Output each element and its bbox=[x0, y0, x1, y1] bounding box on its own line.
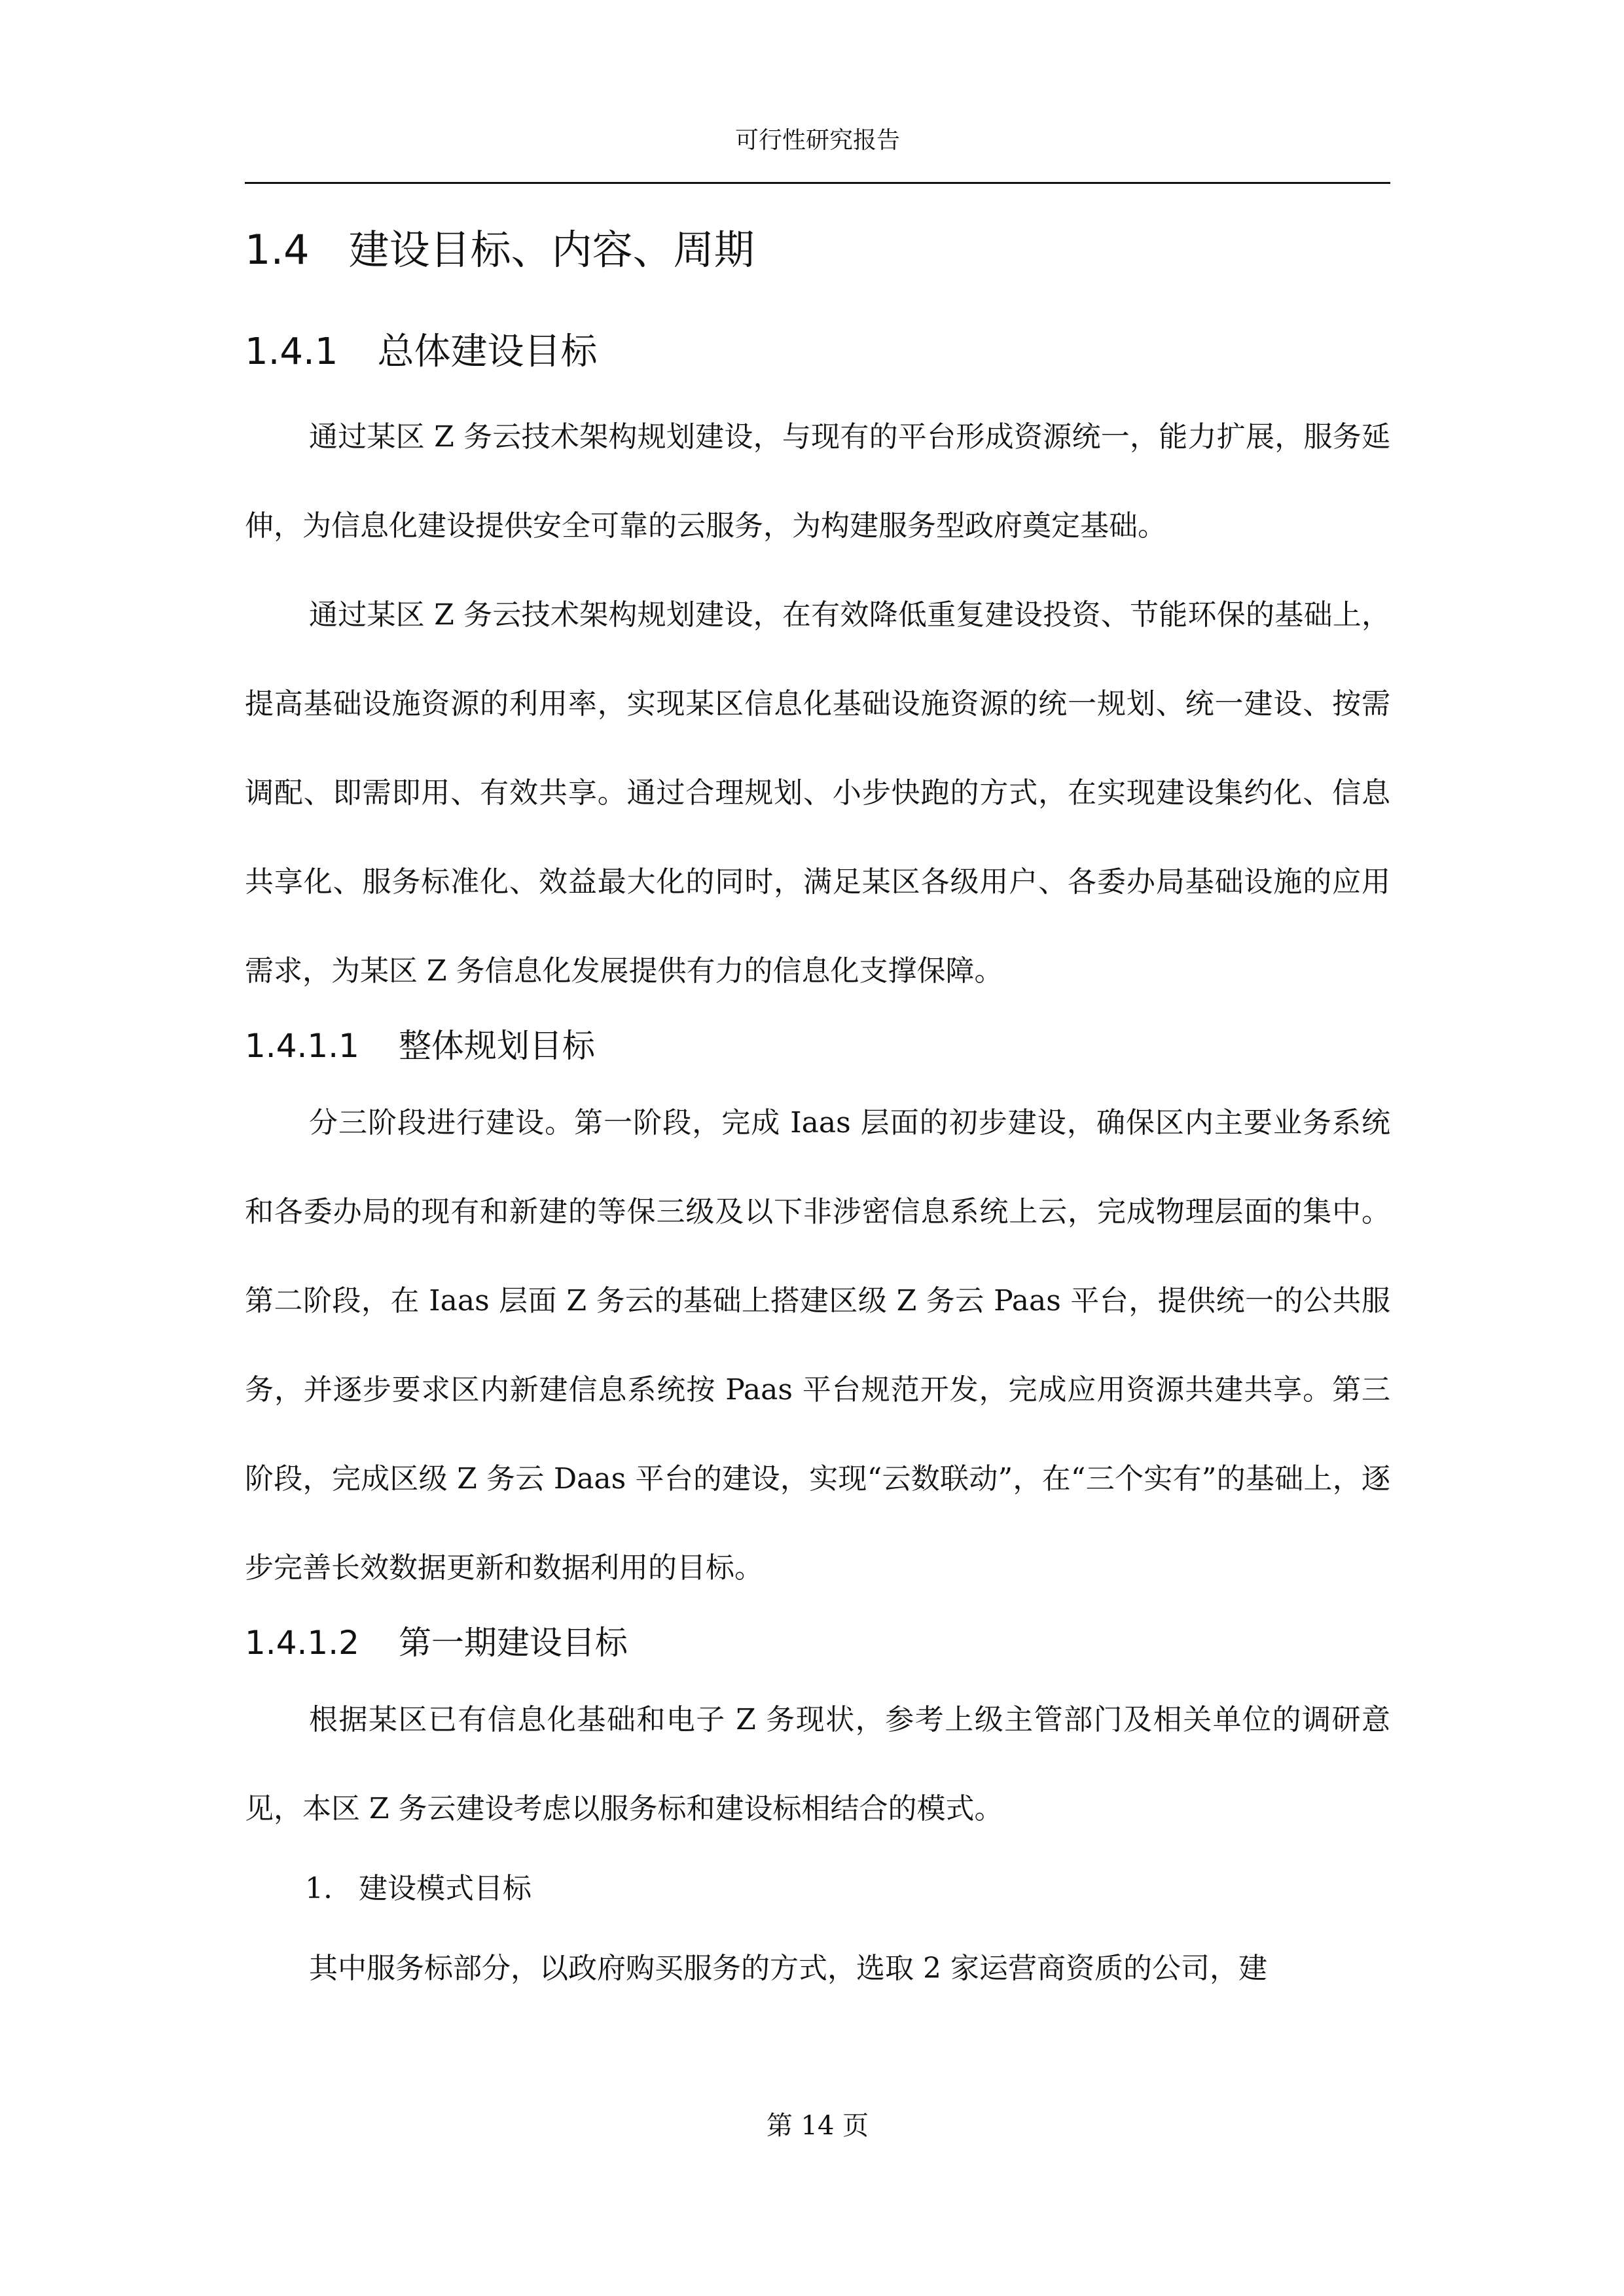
subsubsection-title: 整体规划目标 bbox=[398, 1027, 595, 1065]
subsubsection-number: 1.4.1.2 bbox=[245, 1624, 359, 1662]
header-divider bbox=[245, 182, 1390, 184]
body-paragraph: 分三阶段进行建设。第一阶段，完成 Iaas 层面的初步建设，确保区内主要业务系统和各委办局的现有和新建的等保三级及以下非涉密信息系统上云，完成物理层面的集中。第二阶段，在 Iaas 层面 Z 务云的基础上搭建区级 Z 务云 Paas 平台，提供统一的公共服务，并逐步要求区内新建信息系统按 Paas 平台规范开发，完成应用资源共建共享。第三阶段，完成区级 Z 务云 Daas 平台的建设，实现“云数联动”，在“三个实有”的基础上，逐步完善长效数据更新和数据利用的目标。 bbox=[245, 1106, 1390, 1585]
body-paragraph: 通过某区 Z 务云技术架构规划建设，在有效降低重复建设投资、节能环保的基础上，提高基础设施资源的利用率，实现某区信息化基础设施资源的统一规划、统一建设、按需调配、即需即用、有效共享。通过合理规划、小步快跑的方式，在实现建设集约化、信息共享化、服务标准化、效益最大化的同时，满足某区各级用户、各委办局基础设施的应用需求，为某区 Z 务信息化发展提供有力的信息化支撑保障。 bbox=[245, 598, 1390, 988]
subsubsection-heading bbox=[245, 1024, 1390, 1079]
page-content bbox=[245, 209, 1390, 2013]
subsubsection-title: 第一期建设目标 bbox=[398, 1624, 628, 1662]
list-item bbox=[245, 1854, 1390, 1924]
list-item-label: 建设模式目标 bbox=[358, 1872, 532, 1905]
list-item-number: 1. bbox=[305, 1872, 333, 1905]
section-number: 1.4 bbox=[245, 226, 310, 274]
section-heading bbox=[245, 224, 1390, 300]
body-paragraph: 其中服务标部分，以政府购买服务的方式，选取 2 家运营商资质的公司，建 bbox=[309, 1952, 1267, 1985]
subsection-number: 1.4.1 bbox=[245, 331, 338, 373]
subsubsection-heading bbox=[245, 1621, 1390, 1676]
body-paragraph: 通过某区 Z 务云技术架构规划建设，与现有的平台形成资源统一，能力扩展，服务延伸，为信息化建设提供安全可靠的云服务，为构建服务型政府奠定基础。 bbox=[245, 420, 1390, 543]
section-title: 建设目标、内容、周期 bbox=[348, 226, 755, 274]
subsubsection-number: 1.4.1.1 bbox=[245, 1027, 359, 1065]
subsection-heading bbox=[245, 327, 1390, 393]
subsection-title: 总体建设目标 bbox=[377, 331, 598, 373]
body-paragraph: 根据某区已有信息化基础和电子 Z 务现状，参考上级主管部门及相关单位的调研意见，本区 Z 务云建设考虑以服务标和建设标相结合的模式。 bbox=[245, 1703, 1390, 1825]
page-number: 第 14 页 bbox=[766, 2111, 869, 2141]
running-header: 可行性研究报告 bbox=[734, 127, 900, 154]
